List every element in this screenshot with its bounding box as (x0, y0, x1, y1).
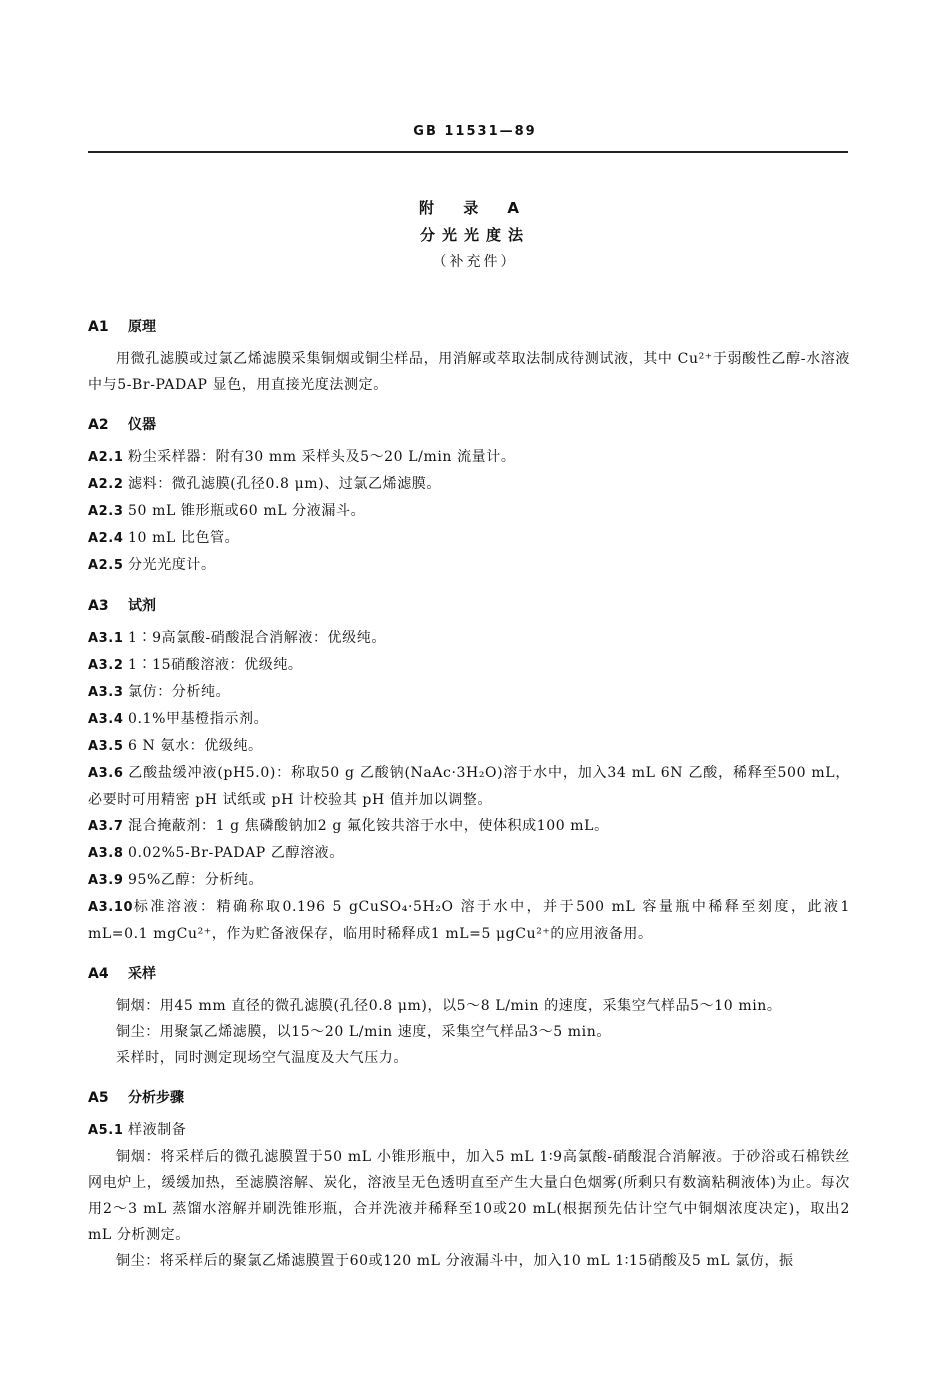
list-item: A3.10标准溶液：精确称取0.196 5 gCuSO₄·5H₂O 溶于水中，并于500 mL 容量瓶中稀释至刻度，此液1 mL=0.1 mgCu²⁺，作为贮备液保存，临用时稀释成1 mL=5 μgCu²⁺的应用液备用。 (88, 899, 850, 942)
subsection-heading-a5-1: A5.1 样液制备 (88, 1122, 187, 1138)
list-item: A3.3 氯仿：分析纯。 (88, 684, 231, 700)
list-item: A2.4 10 mL 比色管。 (88, 530, 240, 546)
list-item: A3.9 95%乙醇：分析纯。 (88, 872, 264, 888)
list-item: A3.5 6 N 氨水：优级纯。 (88, 738, 263, 754)
section-heading-a5: A5 分析步骤 (88, 1090, 184, 1106)
standard-code: GB 11531—89 (413, 124, 537, 139)
list-item: A2.3 50 mL 锥形瓶或60 mL 分液漏斗。 (88, 503, 366, 519)
section-heading-a3: A3 试剂 (88, 598, 156, 614)
list-item: A2.5 分光光度计。 (88, 557, 216, 573)
paragraph: 铜尘：用聚氯乙烯滤膜，以15～20 L/min 速度，采集空气样品3～5 min。 (116, 1024, 611, 1040)
list-item: A3.6 乙酸盐缓冲液(pH5.0)：称取50 g 乙酸钠(NaAc·3H₂O)溶于水中，加入34 mL 6N 乙酸，稀释至500 mL，必要时可用精密 pH 试纸或 pH 计校验其 pH 值并加以调整。 (88, 765, 850, 808)
section-heading-a1: A1 原理 (88, 319, 156, 335)
list-item: A3.2 1∶15硝酸溶液：优级纯。 (88, 657, 303, 673)
appendix-note: （补充件） (432, 254, 518, 270)
section-heading-a2: A2 仪器 (88, 417, 156, 433)
section-heading-a4: A4 采样 (88, 966, 156, 982)
paragraph: 铜尘：将采样后的聚氯乙烯滤膜置于60或120 mL 分液漏斗中，加入10 mL 1∶15硝酸及5 mL 氯仿，振 (116, 1253, 794, 1269)
appendix-label: 附 录 A (418, 199, 532, 217)
list-item: A3.1 1∶9高氯酸-硝酸混合消解液：优级纯。 (88, 630, 386, 646)
appendix-title: 分光光度法 (419, 226, 530, 244)
header-rule (88, 151, 848, 153)
paragraph: 采样时，同时测定现场空气温度及大气压力。 (116, 1050, 408, 1066)
list-item: A3.8 0.02%5-Br-PADAP 乙醇溶液。 (88, 845, 344, 861)
list-item: A2.1 粉尘采样器：附有30 mm 采样头及5～20 L/min 流量计。 (88, 449, 516, 465)
document-body (88, 314, 850, 1274)
paragraph: 铜烟：用45 mm 直径的微孔滤膜(孔径0.8 μm)，以5～8 L/min 的速度，采集空气样品5～10 min。 (116, 998, 782, 1014)
list-item: A3.7 混合掩蔽剂：1 g 焦磷酸钠加2 g 氟化铵共溶于水中，使体积成100 mL。 (88, 818, 609, 834)
list-item: A2.2 滤料：微孔滤膜(孔径0.8 μm)、过氯乙烯滤膜。 (88, 476, 442, 492)
section-a1-text: 用微孔滤膜或过氯乙烯滤膜采集铜烟或铜尘样品，用消解或萃取法制成待测试液，其中 Cu²⁺于弱酸性乙醇-水溶液中与5-Br-PADAP 显色，用直接光度法测定。 (88, 351, 850, 393)
list-item: A3.4 0.1%甲基橙指示剂。 (88, 711, 269, 727)
paragraph: 铜烟：将采样后的微孔滤膜置于50 mL 小锥形瓶中，加入5 mL 1∶9高氯酸-硝酸混合消解液。于砂浴或石棉铁丝网电炉上，缓缓加热，至滤膜溶解、炭化，溶液呈无色透明直至产生大量白色烟雾(所剩只有数滴粘稠液体)为止。每次用2～3 mL 蒸馏水溶解并刷洗锥形瓶，合并洗液并稀释至10或20 mL(根据预先估计空气中铜烟浓度决定)，取出2 mL 分析测定。 (88, 1149, 850, 1243)
